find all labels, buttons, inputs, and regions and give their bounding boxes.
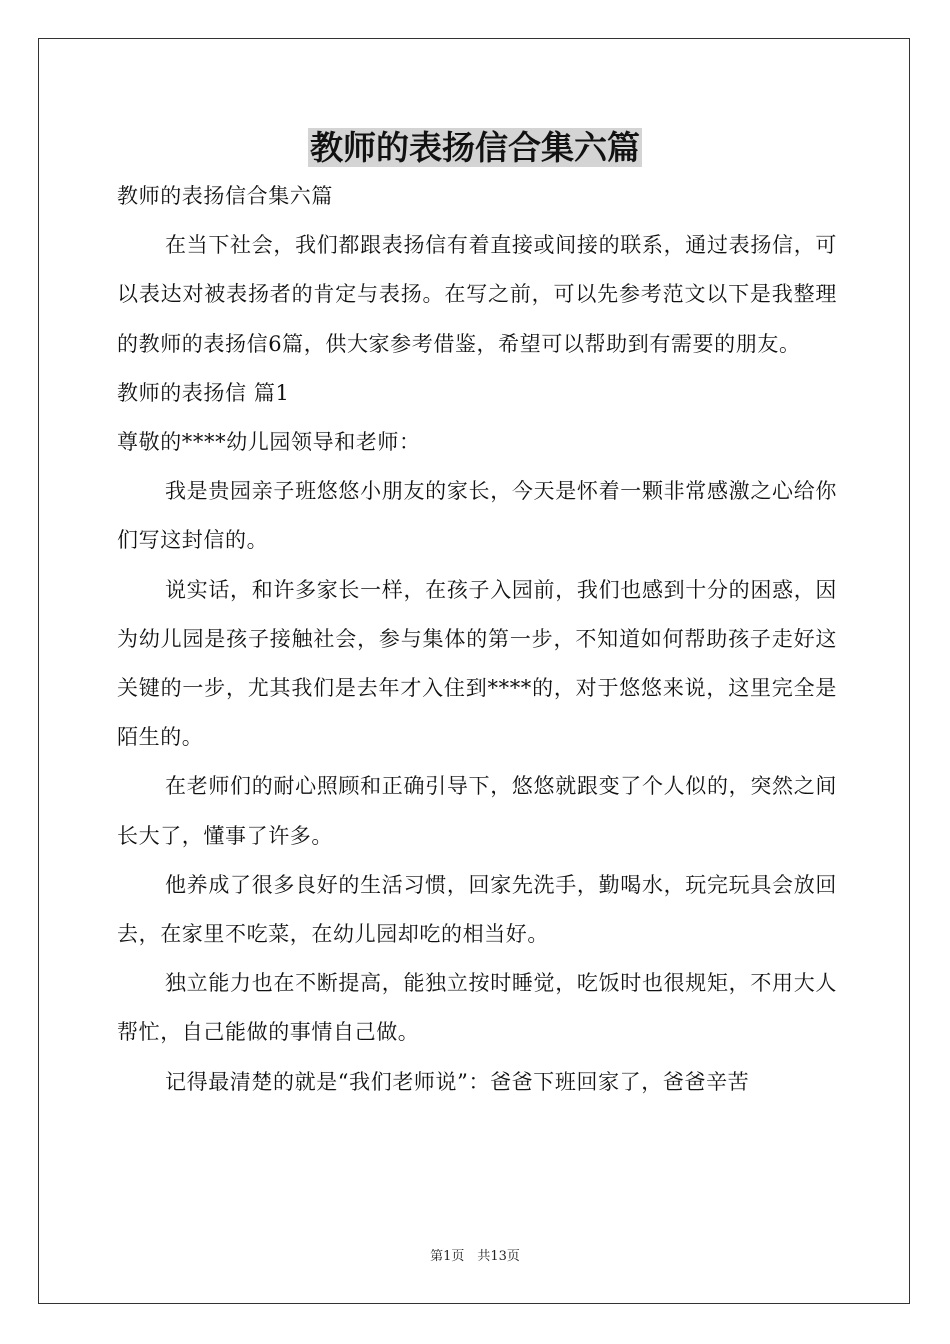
document-body [117,172,837,1107]
intro-paragraph: 在当下社会，我们都跟表扬信有着直接或间接的联系，通过表扬信，可以表达对被表扬者的肯定与表扬。在写之前，可以先参考范文以下是我整理的教师的表扬信6篇，供大家参考借鉴，希望可以帮助到有需要的朋友。 [117,233,837,356]
body-paragraph: 记得最清楚的就是“我们老师说”：爸爸下班回家了，爸爸辛苦 [165,1069,750,1094]
body-paragraph: 在老师们的耐心照顾和正确引导下，悠悠就跟变了个人似的，突然之间长大了，懂事了许多。 [117,774,837,848]
page-number: 第1页 共13页 [430,1249,520,1264]
body-paragraph: 我是贵园亲子班悠悠小朋友的家长，今天是怀着一颗非常感激之心给你们写这封信的。 [117,479,837,553]
body-paragraph: 独立能力也在不断提高，能独立按时睡觉，吃饭时也很规矩，不用大人帮忙，自己能做的事情自己做。 [117,971,837,1045]
document-title [0,126,950,170]
body-paragraph: 他养成了很多良好的生活习惯，回家先洗手，勤喝水，玩完玩具会放回去，在家里不吃菜，在幼儿园却吃的相当好。 [117,872,837,947]
page-footer [0,1248,950,1266]
body-paragraph: 说实话，和许多家长一样，在孩子入园前，我们也感到十分的困惑，因为幼儿园是孩子接触社会，参与集体的第一步，不知道如何帮助孩子走好这关键的一步，尤其我们是去年才入住到****的，对于悠悠来说，这里完全是陌生的。 [117,577,837,750]
document-title-text: 教师的表扬信合集六篇 [310,128,640,167]
section-heading: 教师的表扬信 篇1 [117,380,290,405]
document-subtitle: 教师的表扬信合集六篇 [117,184,333,208]
salutation: 尊敬的****幼儿园领导和老师： [117,430,421,455]
